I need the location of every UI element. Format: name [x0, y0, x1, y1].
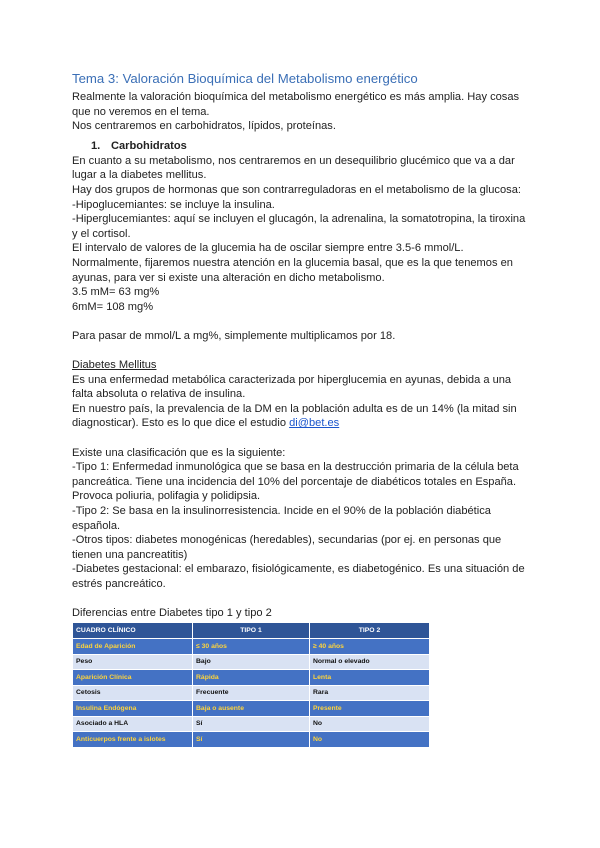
carb-hiperglucemiantes: -Hiperglucemiantes: aquí se incluyen el glucagón, la adrenalina, la somatotropina, la tiroxina y el cortisol.: [72, 213, 526, 240]
table-cell: Sí: [193, 716, 310, 732]
table-cell: ≤ 30 años: [193, 639, 310, 655]
prevalence-text: En nuestro país, la prevalencia de la DM en la población adulta es de un 14% (la mitad sin diagnosticar). Esto es lo que dice el estudio: [72, 402, 517, 430]
table-cell: Presente: [310, 701, 430, 717]
table-cell: Peso: [73, 654, 193, 670]
classification-otros: -Otros tipos: diabetes monogénicas (heredables), secundarias (por ej. en personas que tienen una pancreatitis): [72, 534, 502, 561]
carb-conversion-rule: Para pasar de mmol/L a mg%, simplemente multiplicamos por 18.: [72, 329, 396, 342]
table-row: [73, 716, 430, 732]
table-cell: Sí: [193, 732, 310, 748]
table-header-row: [73, 623, 430, 639]
diabetes-prevalence: [72, 402, 532, 431]
table-header-cell: TIPO 1: [193, 623, 310, 639]
table-row: [73, 670, 430, 686]
section-number: 1.: [91, 139, 101, 152]
table-cell: Baja o ausente: [193, 701, 310, 717]
table-row: [73, 685, 430, 701]
table-cell: Bajo: [193, 654, 310, 670]
classification-gestacional: -Diabetes gestacional: el embarazo, fisiológicamente, es diabetogénico. Es una situación de estrés pancreático.: [72, 563, 525, 590]
document-title: Tema 3: Valoración Bioquímica del Metabolismo energético: [72, 71, 418, 86]
table-header-cell: CUADRO CLÍNICO: [73, 623, 193, 639]
table-cell: Edad de Aparición: [73, 639, 193, 655]
section-title: Carbohidratos: [111, 139, 187, 152]
carb-hipoglucemiantes: -Hipoglucemiantes: se incluye la insulina.: [72, 198, 275, 211]
table-cell: Normal o elevado: [310, 654, 430, 670]
table-cell: Cetosis: [73, 685, 193, 701]
carb-glucemia-range: El intervalo de valores de la glucemia ha de oscilar siempre entre 3.5-6 mmol/L.: [72, 242, 464, 255]
study-link[interactable]: di@bet.es: [289, 417, 340, 430]
carb-paragraph-2: Hay dos grupos de hormonas que son contrarreguladoras en el metabolismo de la glucosa:: [72, 183, 521, 196]
carb-conversion-1: 3.5 mM= 63 mg%: [72, 286, 160, 299]
carb-conversion-2: 6mM= 108 mg%: [72, 300, 154, 313]
diabetes-definition: Es una enfermedad metabólica caracterizada por hiperglucemia en ayunas, debida a una falta absoluta o relativa de insulina.: [72, 373, 512, 401]
table-cell: Lenta: [310, 670, 430, 686]
table-row: [73, 654, 430, 670]
table-row: [73, 639, 430, 655]
classification-tipo-2: -Tipo 2: Se basa en la insulinorresistencia. Incide en el 90% de la población diabética española.: [72, 505, 491, 532]
classification-intro: Existe una clasificación que es la siguiente:: [72, 446, 286, 459]
diabetes-heading: Diabetes Mellitus: [72, 359, 157, 372]
classification-tipo-1: -Tipo 1: Enfermedad inmunológica que se basa en la destrucción primaria de la célula beta pancreática. Tiene una incidencia del 10% del porcentaje de diabéticos totales en España. Provoca poliuria, polifagia y polidipsia.: [72, 461, 519, 503]
carb-glucemia-basal: Normalmente, fijaremos nuestra atención en la glucemia basal, que es la que tenemos en ayunas, para ver si existe una alteración en dicho metabolismo.: [72, 256, 513, 284]
table-row: [73, 732, 430, 748]
table-cell: No: [310, 732, 430, 748]
table-cell: Insulina Endógena: [73, 701, 193, 717]
carb-paragraph-1: En cuanto a su metabolismo, nos centraremos en un desequilibrio glucémico que va a dar lugar a la diabetes mellitus.: [72, 154, 515, 182]
table-header-cell: TIPO 2: [310, 623, 430, 639]
section-heading-carbohidratos: [91, 139, 532, 154]
table-cell: No: [310, 716, 430, 732]
table-cell: Anticuerpos frente a islotes: [73, 732, 193, 748]
table-row: [73, 701, 430, 717]
table-cell: Rara: [310, 685, 430, 701]
table-cell: ≥ 40 años: [310, 639, 430, 655]
table-cell: Frecuente: [193, 685, 310, 701]
table-cell: Aparición Clínica: [73, 670, 193, 686]
intro-paragraph-2: Nos centraremos en carbohidratos, lípidos, proteínas.: [72, 120, 336, 133]
table-cell: Asociado a HLA: [73, 716, 193, 732]
diabetes-comparison-table: [72, 622, 430, 748]
document-page: [72, 70, 532, 748]
intro-paragraph-1: Realmente la valoración bioquímica del metabolismo energético es más amplia. Hay cosas que no veremos en el tema.: [72, 91, 520, 118]
table-cell: Rápida: [193, 670, 310, 686]
table-caption: Diferencias entre Diabetes tipo 1 y tipo 2: [72, 606, 272, 619]
